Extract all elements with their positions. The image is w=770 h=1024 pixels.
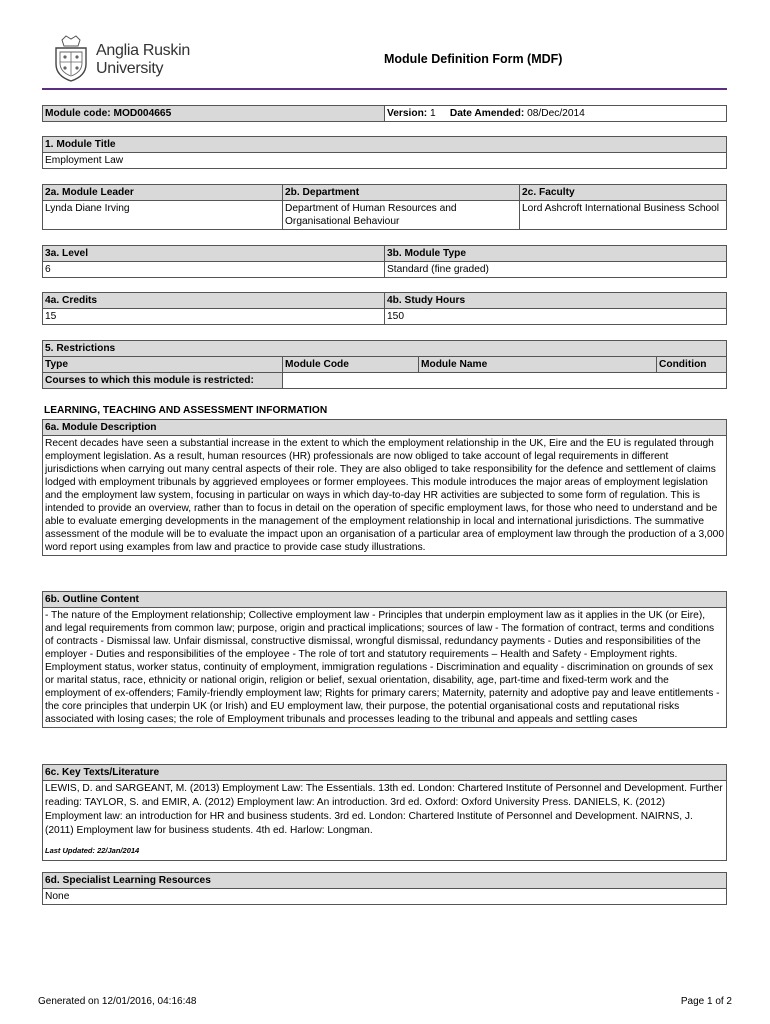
- faculty-label: 2c. Faculty: [520, 185, 727, 201]
- lta-heading: LEARNING, TEACHING AND ASSESSMENT INFORMATION: [44, 405, 328, 416]
- level-label: 3a. Level: [43, 246, 385, 262]
- credits-label: 4a. Credits: [43, 293, 385, 309]
- study-hours-label: 4b. Study Hours: [385, 293, 727, 309]
- page-number: Page 1 of 2: [680, 996, 732, 1007]
- logo-line-2: University: [96, 60, 164, 77]
- module-code-cell: [43, 106, 385, 122]
- last-updated: Last Updated: 22/Jan/2014: [45, 846, 140, 856]
- key-texts-cell: [43, 781, 727, 861]
- col-module-code: Module Code: [283, 357, 419, 373]
- study-hours-value: 150: [385, 309, 727, 325]
- module-leader-value: Lynda Diane Irving: [43, 201, 283, 230]
- key-texts-table: [42, 764, 727, 861]
- version-label: Version:: [387, 108, 428, 119]
- specialist-resources-label: 6d. Specialist Learning Resources: [43, 873, 727, 889]
- specialist-resources-table: [42, 872, 727, 905]
- level-value: 6: [43, 262, 385, 278]
- module-description-table: [42, 419, 727, 556]
- restrictions-label: 5. Restrictions: [43, 341, 727, 357]
- date-amended-value: 08/Dec/2014: [527, 108, 585, 119]
- key-texts-label: 6c. Key Texts/Literature: [43, 765, 727, 781]
- version-value: 1: [430, 108, 436, 119]
- key-texts-text: LEWIS, D. and SARGEANT, M. (2013) Employment Law: The Essentials. 13th ed. London: Chartered Institute of Personnel and Development. Further reading: TAYLOR, S. and EMIR, A. (2012) Employment law: An introduction. 3rd ed. Oxford: Oxford University Press. DANIELS, K. (2012) Employment law: an introduction for HR and business students. 3rd ed. London: Chartered Institute of Personnel and Development. NAIRNS, J. (2011) Employment law for business students. 4th ed. Harlow: Longman.: [45, 783, 723, 837]
- outline-content-text: - The nature of the Employment relationship; Collective employment law - Principles that underpin employment law as it applies in the UK (or Eire), and legal requirements from common law; purpose, origin and practical implications; sources of law - The formation of contract, terms and conditions of contracts - Dismissal law. Unfair dismissal, constructive dismissal, wrongful dismissal, redundancy payments - Duties and responsibilities of the employer - Duties and responsibilities of the employee - The role of tort and statutory requirements – Health and Safety - Employment rights. Employment status, worker status, continuity of employment, immigration regulations - Discrimination and equality - discrimination on grounds of sex or marital status, race, ethnicity or national origin, religion or belief, sexual orientation, disability, age, part-time and fixed-term work and the employment of ex-offenders; Family-friendly employment law; Rights for primary carers; Maternity, paternity and adoptive pay and leave entitlements - the core principles that underpin UK (or Irish) and EU employment law, their purpose, the potential organisational costs and reputational risks associated with losing cases; the role of Employment tribunals and processes leading to the tribunal and appeals and settling cases: [43, 608, 727, 728]
- restricted-courses-value: [283, 373, 727, 389]
- form-title: Module Definition Form (MDF): [384, 52, 563, 66]
- logo-line-1: Anglia Ruskin: [96, 42, 190, 59]
- col-type: Type: [43, 357, 283, 373]
- header-rule: [42, 88, 727, 90]
- university-logo: [52, 34, 212, 84]
- module-title-label: 1. Module Title: [43, 137, 727, 153]
- module-title-table: [42, 136, 727, 169]
- date-amended-label: Date Amended:: [449, 108, 525, 119]
- generated-timestamp: Generated on 12/01/2016, 04:16:48: [38, 996, 197, 1007]
- credits-value: 15: [43, 309, 385, 325]
- outline-content-table: [42, 591, 727, 728]
- module-leader-label: 2a. Module Leader: [43, 185, 283, 201]
- restricted-courses-label: Courses to which this module is restricted:: [43, 373, 283, 389]
- department-label: 2b. Department: [283, 185, 520, 201]
- module-type-label: 3b. Module Type: [385, 246, 727, 262]
- level-table: [42, 245, 727, 278]
- outline-content-label: 6b. Outline Content: [43, 592, 727, 608]
- specialist-resources-value: None: [43, 889, 727, 905]
- faculty-value: Lord Ashcroft International Business School: [520, 201, 727, 230]
- module-code-label: Module code:: [45, 108, 111, 119]
- restrictions-table: [42, 340, 727, 389]
- module-type-value: Standard (fine graded): [385, 262, 727, 278]
- module-title-value: Employment Law: [43, 153, 727, 169]
- leader-table: [42, 184, 727, 230]
- credits-table: [42, 292, 727, 325]
- module-code-table: [42, 105, 727, 122]
- col-condition: Condition: [657, 357, 727, 373]
- col-module-name: Module Name: [419, 357, 657, 373]
- department-value: Department of Human Resources and Organisational Behaviour: [283, 201, 520, 230]
- module-description-text: Recent decades have seen a substantial increase in the extent to which the employment relationship in the UK, Eire and the EU is regulated through employment legislation. As a result, human resources (HR) professionals are now obliged to take account of legal requirements in different jurisdictions when carrying out many central aspects of their role. They are also obliged to take responsibility for the defence and settlement of claims lodged with employment tribunals by aggrieved employees or former employees. This module introduces the major areas of employment legislation and the employment law system, focusing in particular on ways in which day-to-day HR activities are subjected to some form of regulation. This is intended to provide an overview, rather than to focus in detail on the operation of specific employment laws, for those who need to understand and be able to evaluate emerging developments in the management of the employment relationship in local and international jurisdictions. The summative assessment of the module will be to evaluate the impact upon an organisation of a particular area of employment law through the production of a 3,000 word report using examples from law and practice to provide case study illustrations.: [43, 436, 727, 556]
- module-code-value: MOD004665: [113, 108, 172, 119]
- crest-icon: [52, 34, 90, 82]
- version-cell: [385, 106, 727, 122]
- module-description-label: 6a. Module Description: [43, 420, 727, 436]
